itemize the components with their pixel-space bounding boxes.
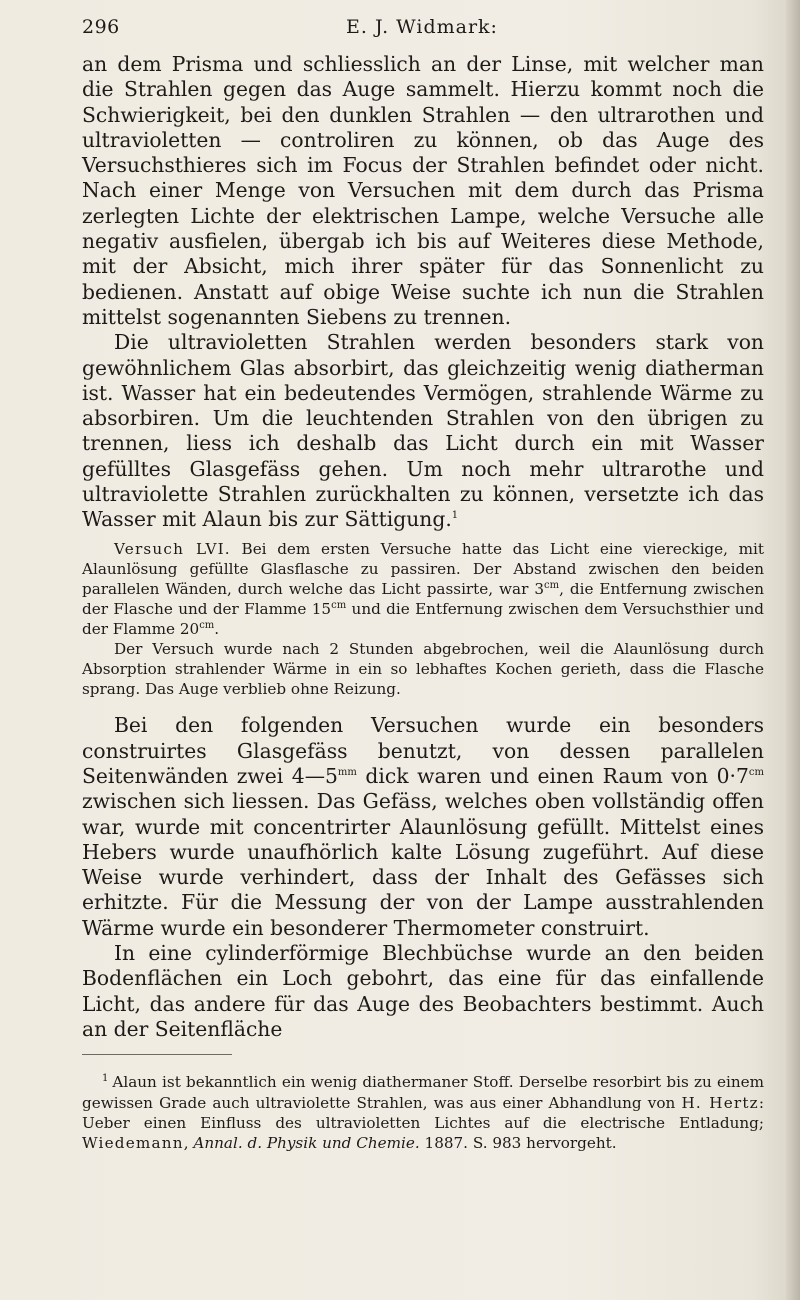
footnote: [82, 1069, 764, 1154]
paragraph-1: an dem Prisma und schliesslich an der Linse, mit welcher man die Strahlen gegen das Auge sammelt. Hierzu kommt noch die Schwierigkeit, bei den dunklen Strahlen — den ultrarothen und ultravioletten — controliren zu können, ob das Auge des Versuchsthieres sich im Focus der Strahlen befindet oder nicht. Nach einer Menge von Versuchen mit dem durch das Prisma zerlegten Lichte der elektrischen Lampe, welche Versuche alle negativ ausfielen, übergab ich bis auf Weiteres diese Methode, mit der Absicht, mich ihrer später für das Sonnenlicht zu bedienen. Anstatt auf obige Weise suchte ich nun die Strahlen mittelst sogenannten Siebens zu trennen.: [82, 52, 764, 329]
paragraph-2: [82, 330, 764, 532]
footnote-mark: 1: [102, 1073, 109, 1085]
unit-cm: cm: [331, 599, 347, 611]
footnote-author-wiedemann: Wiedemann: [82, 1134, 184, 1153]
paragraph-2-text: Die ultravioletten Strahlen werden besonders stark von gewöhnlichem Glas absorbirt, das gleichzeitig wenig diatherman ist. Wasser hat ein bedeutendes Vermögen, strahlende Wärme zu absorbiren. Um die leuchtenden Strahlen von den übrigen zu trennen, liess ich deshalb das Licht durch ein mit Wasser gefülltes Glasgefäss gehen. Um noch mehr ultrarothe und ultraviolette Strahlen zurückhalten zu können, versetzte ich das Wasser mit Alaun bis zur Sättigung.: [82, 330, 764, 532]
page-edge-shadow: [786, 0, 800, 1300]
unit-cm: cm: [544, 579, 560, 591]
running-head: E. J. Widmark:: [346, 16, 498, 38]
experiment-2: Der Versuch wurde nach 2 Stunden abgebrochen, weil die Alaunlösung durch Absorption strahlender Wärme in ein so lebhaftes Kochen gerieth, dass die Flasche sprang. Das Auge verblieb ohne Reizung.: [82, 640, 764, 699]
page-content: [82, 52, 764, 1154]
footnote-reference: 1: [451, 510, 459, 522]
experiment-1-text-a: Bei dem ersten Versuche hatte das Licht eine viereckige, mit Alaunlösung gefüllte Glasflasche zu passiren. Der Abstand zwischen den beiden parallelen Wänden, durch welche das Licht passirte, war 3: [82, 539, 765, 598]
footnote-journal: Annal. d. Physik und Chemie.: [193, 1134, 420, 1153]
paragraph-3: [82, 713, 764, 941]
experiment-1-text-b: , die Entfernung zwischen der Flasche und der Flamme 15: [82, 579, 764, 618]
footnote-author-hertz: H. Hertz: [681, 1093, 759, 1112]
footnote-text-a: Alaun ist bekanntlich ein wenig diathermaner Stoff. Derselbe resorbirt bis zu einem gewissen Grade auch ultraviolette Strahlen, was aus einer Abhandlung von: [82, 1073, 764, 1112]
footnote-divider: [82, 1054, 232, 1055]
unit-cm: cm: [199, 619, 215, 631]
paragraph-4: In eine cylinderförmige Blechbüchse wurde an den beiden Bodenflächen ein Loch gebohrt, das eine für das einfallende Licht, das andere für das Auge des Beobachters bestimmt. Auch an der Seitenfläche: [82, 941, 764, 1041]
footnote-text-b: : Ueber einen Einfluss des ultravioletten Lichtes auf die electrische Entladung;: [82, 1093, 764, 1133]
unit-mm: mm: [337, 767, 357, 779]
experiment-1-text-d: .: [214, 620, 220, 639]
experiment-1: [82, 539, 764, 639]
page-header: [82, 16, 762, 46]
experiment-label: Versuch LVI.: [114, 539, 231, 558]
experiment-block: [82, 539, 764, 700]
paragraph-3-text-a: Bei den folgenden Versuchen wurde ein besonders construirtes Glasgefäss benutzt, von dessen parallelen Seitenwänden zwei 4—5: [82, 713, 764, 788]
unit-cm: cm: [748, 767, 764, 779]
footnote-text-c: ,: [183, 1134, 194, 1153]
experiment-1-text-c: und die Entfernung zwischen dem Versuchsthier und der Flamme 20: [82, 599, 764, 639]
paragraph-3-text-b: dick waren und einen Raum von 0·7: [356, 763, 749, 788]
paragraph-3-text-c: zwischen sich liessen. Das Gefäss, welches oben vollständig offen war, wurde mit concentrirter Alaunlösung gefüllt. Mittelst eines Hebers wurde unaufhörlich kalte Lösung zugeführt. Auf diese Weise wurde verhindert, dass der Inhalt des Gefässes sich erhitzte. Für die Messung der von der Lampe ausstrahlenden Wärme wurde ein besonderer Thermometer construirt.: [82, 789, 764, 940]
page-number: 296: [82, 16, 120, 38]
footnote-text-d: 1887. S. 983 hervorgeht.: [419, 1134, 617, 1153]
